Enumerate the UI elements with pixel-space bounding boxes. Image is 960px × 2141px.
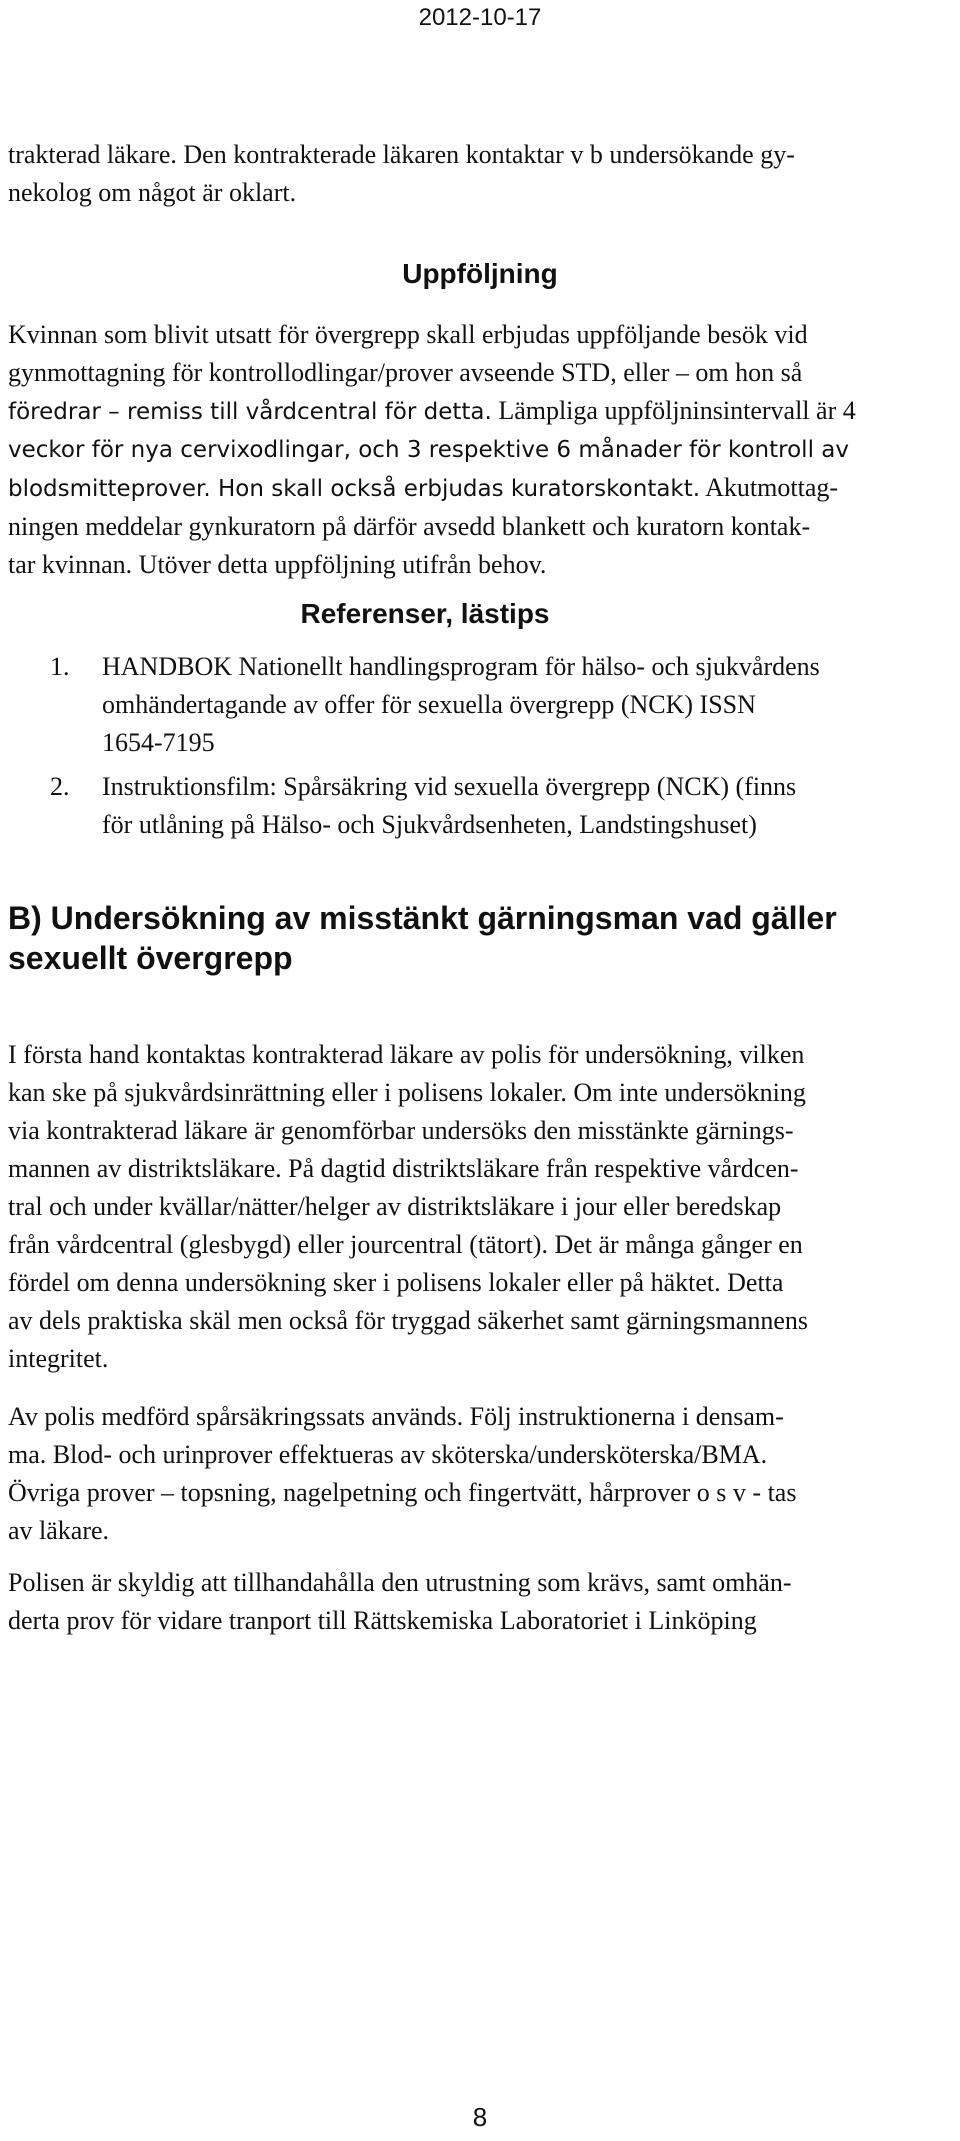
- text-line: kan ske på sjukvårdsinrättning eller i polisens lokaler. Om inte undersökning: [8, 1078, 806, 1107]
- reference-item: [50, 768, 960, 844]
- text-line: omhändertagande av offer för sexuella övergrepp (NCK) ISSN: [102, 690, 756, 719]
- text-segment: föredrar – remiss till vårdcentral för detta.: [8, 399, 492, 425]
- text-line: derta prov för vidare tranport till Rättskemiska Laboratoriet i Linköping: [8, 1606, 757, 1635]
- text-line: [8, 469, 948, 508]
- text-line: HANDBOK Nationellt handlingsprogram för hälso- och sjukvårdens: [102, 652, 820, 681]
- text-line: nekolog om något är oklart.: [8, 178, 297, 207]
- text-line: integritet.: [8, 1344, 109, 1373]
- text-line: Instruktionsfilm: Spårsäkring vid sexuella övergrepp (NCK) (finns: [102, 772, 797, 801]
- text-line: [8, 392, 948, 431]
- text-line: ma. Blod- och urinprover effektueras av sköterska/undersköterska/BMA.: [8, 1440, 768, 1469]
- text-line: gynmottagning för kontrollodlingar/prover avseende STD, eller – om hon så: [8, 358, 803, 387]
- text-line: från vårdcentral (glesbygd) eller jourcentral (tätort). Det är många gånger en: [8, 1230, 803, 1259]
- reference-item: [50, 648, 960, 762]
- text-line: tar kvinnan. Utöver detta uppföljning utifrån behov.: [8, 550, 547, 579]
- section-b-paragraph-1: [8, 1036, 948, 1378]
- text-line: trakterad läkare. Den kontrakterade läkaren kontaktar v b undersökande gy-: [8, 140, 795, 169]
- heading-line: B) Undersökning av misstänkt gärningsman vad gäller: [8, 900, 837, 936]
- page-number: 8: [472, 2102, 488, 2132]
- reference-number: 2.: [50, 772, 70, 801]
- section-b-heading: [8, 898, 837, 978]
- reference-number: 1.: [50, 652, 70, 681]
- text-line: av dels praktiska skäl men också för tryggad säkerhet samt gärningsmannens: [8, 1306, 808, 1335]
- header-date: 2012-10-17: [418, 4, 542, 31]
- text-line: via kontrakterad läkare är genomförbar undersöks den misstänkte gärnings-: [8, 1116, 794, 1145]
- text-line: av läkare.: [8, 1516, 110, 1545]
- text-line: veckor för nya cervixodlingar, och 3 respektive 6 månader för kontroll av: [8, 437, 849, 463]
- text-line: tral och under kvällar/nätter/helger av distriktsläkare i jour eller beredskap: [8, 1192, 782, 1221]
- text-line: Övriga prover – topsning, nagelpetning och fingertvätt, hårprover o s v - tas: [8, 1478, 797, 1507]
- text-line: för utlåning på Hälso- och Sjukvårdsenheten, Landstingshuset): [102, 810, 757, 839]
- text-line: mannen av distriktsläkare. På dagtid distriktsläkare från respektive vårdcen-: [8, 1154, 799, 1183]
- section-b-paragraph-2: [8, 1398, 948, 1550]
- text-line: Av polis medförd spårsäkringssats används. Följ instruktionerna i densam-: [8, 1402, 784, 1431]
- text-segment: Akutmottag-: [700, 473, 839, 502]
- text-segment: Lämpliga uppföljninsintervall är 4: [491, 396, 856, 425]
- text-line: I första hand kontaktas kontrakterad läkare av polis för undersökning, vilken: [8, 1040, 805, 1069]
- text-line: ningen meddelar gynkuratorn på därför avsedd blankett och kuratorn kontak-: [8, 512, 811, 541]
- text-segment: blodsmitteprover. Hon skall också erbjudas kuratorskontakt.: [8, 476, 701, 502]
- text-line: 1654-7195: [102, 728, 215, 757]
- text-line: Polisen är skyldig att tillhandahålla den utrustning som krävs, samt omhän-: [8, 1568, 792, 1597]
- followup-paragraph: [8, 316, 948, 584]
- text-line: fördel om denna undersökning sker i polisens lokaler eller på häktet. Detta: [8, 1268, 784, 1297]
- references-heading: Referenser, lästips: [300, 598, 550, 629]
- text-line: Kvinnan som blivit utsatt för övergrepp skall erbjudas uppföljande besök vid: [8, 320, 808, 349]
- section-b-paragraph-3: [8, 1564, 948, 1640]
- followup-heading: Uppföljning: [402, 258, 558, 289]
- intro-paragraph: [8, 136, 948, 212]
- heading-line: sexuellt övergrepp: [8, 940, 293, 976]
